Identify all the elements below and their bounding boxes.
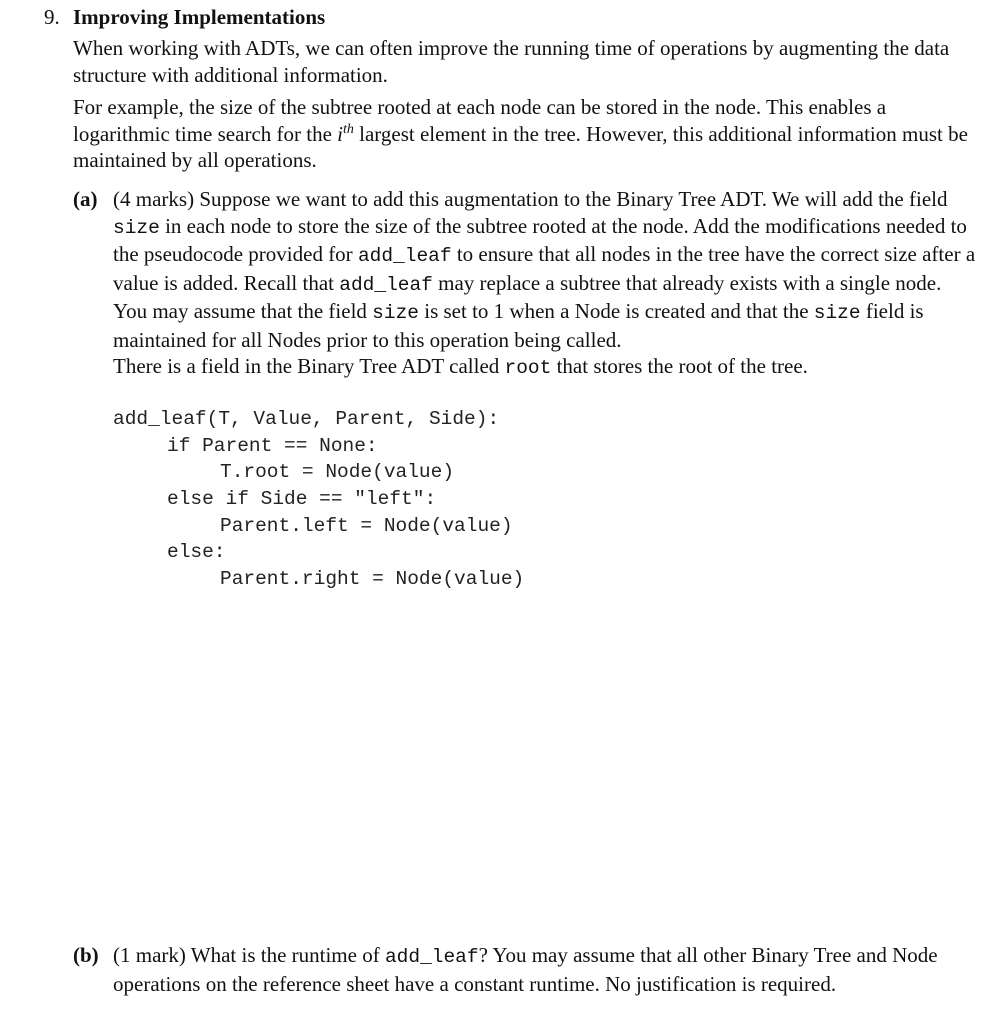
part-b-text-2: ? You may assume that all other Binary Tree and Node operations on the reference sheet have a constant runtime. No justification is required. bbox=[113, 943, 938, 996]
part-a-label: (a) bbox=[73, 187, 98, 211]
code-line: Parent.right = Node(value) bbox=[220, 568, 525, 591]
size-code: size bbox=[113, 216, 160, 239]
part-a-text-3: to ensure that all nodes in the tree have the correct size after a value is added. Recall that bbox=[113, 242, 976, 295]
part-a-body bbox=[113, 186, 983, 382]
part-a-marks: (4 marks) bbox=[113, 187, 195, 211]
size-code: size bbox=[372, 302, 419, 324]
add-leaf-code: add_leaf bbox=[357, 245, 452, 267]
pseudocode-block bbox=[113, 406, 524, 593]
part-a-text-8: There is a field in the Binary Tree ADT called bbox=[113, 354, 505, 378]
part-b-marks: (1 mark) bbox=[113, 943, 186, 967]
example-text-post: largest element in the tree. However, this additional information must be maintained by all operations. bbox=[73, 121, 968, 172]
part-a-text-5: You may assume that the field bbox=[113, 299, 373, 323]
part-b-text-1: What is the runtime of bbox=[185, 943, 385, 967]
example-i: i bbox=[337, 121, 343, 146]
code-line: T.root = Node(value) bbox=[220, 461, 455, 484]
add-leaf-code: add_leaf bbox=[339, 273, 433, 296]
example-sup: th bbox=[343, 121, 354, 137]
part-a-text-9: that stores the root of the tree. bbox=[551, 354, 808, 378]
code-line: Parent.left = Node(value) bbox=[220, 514, 513, 537]
add-leaf-code: add_leaf bbox=[384, 946, 479, 968]
part-b-label: (b) bbox=[73, 943, 99, 967]
part-b-body bbox=[113, 942, 983, 997]
intro-paragraph: When working with ADTs, we can often improve the running time of operations by augmenting the data structure with additional information. bbox=[73, 36, 950, 87]
code-line: else: bbox=[167, 541, 226, 564]
question-number: 9. bbox=[44, 5, 60, 29]
code-line: else if Side == "left": bbox=[167, 488, 437, 511]
part-a-text-4: may replace a subtree that already exists with a single node. bbox=[432, 270, 942, 295]
root-code: root bbox=[504, 357, 552, 379]
code-line: add_leaf(T, Value, Parent, Side): bbox=[113, 408, 500, 430]
part-a-text-1: Suppose we want to add this augmentation to the Binary Tree ADT. We will add the field bbox=[194, 187, 948, 211]
example-text-pre: For example, the size of the subtree rooted at each node can be stored in the node. This enables a logarithmic time search for the bbox=[73, 95, 887, 146]
code-line: if Parent == None: bbox=[167, 434, 378, 457]
part-a-text-6: is set to 1 when a Node is created and that the bbox=[418, 299, 814, 323]
size-code: size bbox=[813, 302, 861, 324]
example-paragraph bbox=[73, 94, 973, 174]
part-a-text-7: field is maintained for all Nodes prior to this operation being called. bbox=[113, 299, 924, 352]
part-a-text-2: in each node to store the size of the subtree rooted at the node. Add the modifications needed to the pseudocode provided for bbox=[113, 213, 967, 266]
question-title: Improving Implementations bbox=[73, 5, 326, 29]
